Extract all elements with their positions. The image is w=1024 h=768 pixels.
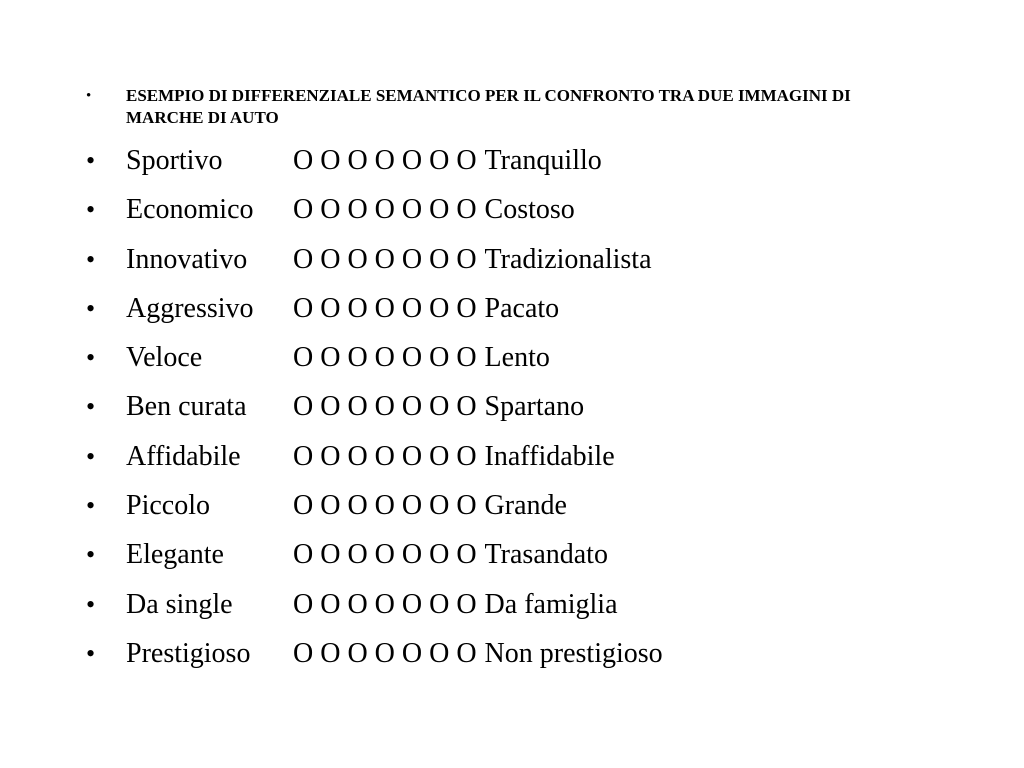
right-adjective: Spartano — [484, 391, 585, 423]
right-adjective: Non prestigioso — [484, 637, 663, 669]
left-adjective: Innovativo — [126, 243, 248, 275]
rating-scale: O O O O O O O — [293, 539, 477, 571]
rating-scale: O O O O O O O — [293, 342, 477, 374]
right-adjective: Inaffidabile — [484, 440, 615, 472]
list-item — [86, 382, 663, 431]
heading-text: ESEMPIO DI DIFFERENZIALE SEMANTICO PER IL CONFRONTO TRA DUE IMMAGINI DI MARCHE DI AUTO — [126, 86, 851, 127]
bullet: • — [86, 540, 96, 570]
rating-scale: O O O O O O O — [293, 637, 477, 669]
left-adjective: Economico — [126, 194, 254, 226]
slide-heading — [86, 85, 886, 129]
list-item — [86, 284, 663, 333]
bullet: • — [86, 638, 96, 668]
bullet: • — [86, 392, 96, 422]
bullet: • — [86, 441, 96, 471]
rating-scale: O O O O O O O — [293, 588, 477, 620]
rating-scale: O O O O O O O — [293, 145, 477, 176]
right-adjective: Costoso — [484, 194, 575, 226]
list-item — [86, 530, 663, 579]
left-adjective: Veloce — [126, 342, 203, 374]
rating-scale: O O O O O O O — [293, 490, 477, 522]
rating-scale: O O O O O O O — [293, 243, 477, 275]
list-item — [86, 185, 663, 234]
right-adjective: Pacato — [484, 292, 560, 324]
list-item — [86, 629, 663, 678]
rating-scale: O O O O O O O — [293, 194, 477, 226]
list-item — [86, 235, 663, 284]
list-item — [86, 481, 663, 530]
left-adjective: Sportivo — [126, 145, 223, 176]
rating-scale: O O O O O O O — [293, 292, 477, 324]
semantic-differential-list — [86, 136, 663, 678]
left-adjective: Elegante — [126, 539, 224, 571]
bullet: • — [86, 293, 96, 323]
heading-bullet: • — [86, 88, 92, 104]
left-adjective: Prestigioso — [126, 637, 251, 669]
right-adjective: Da famiglia — [484, 588, 618, 620]
left-adjective: Aggressivo — [126, 292, 254, 324]
list-item — [86, 136, 663, 185]
rating-scale: O O O O O O O — [293, 391, 477, 423]
bullet: • — [86, 244, 96, 274]
right-adjective: Tranquillo — [484, 145, 602, 176]
bullet: • — [86, 195, 96, 225]
right-adjective: Grande — [484, 490, 567, 522]
right-adjective: Trasandato — [484, 539, 608, 571]
rating-scale: O O O O O O O — [293, 440, 477, 472]
list-item — [86, 580, 663, 629]
bullet: • — [86, 589, 96, 619]
left-adjective: Affidabile — [126, 440, 241, 472]
left-adjective: Da single — [126, 588, 233, 620]
left-adjective: Piccolo — [126, 490, 210, 522]
right-adjective: Tradizionalista — [484, 243, 652, 275]
left-adjective: Ben curata — [126, 391, 247, 423]
right-adjective: Lento — [484, 342, 550, 374]
bullet: • — [86, 343, 96, 373]
list-item — [86, 333, 663, 382]
bullet: • — [86, 491, 96, 521]
bullet: • — [86, 146, 96, 175]
list-item — [86, 432, 663, 481]
